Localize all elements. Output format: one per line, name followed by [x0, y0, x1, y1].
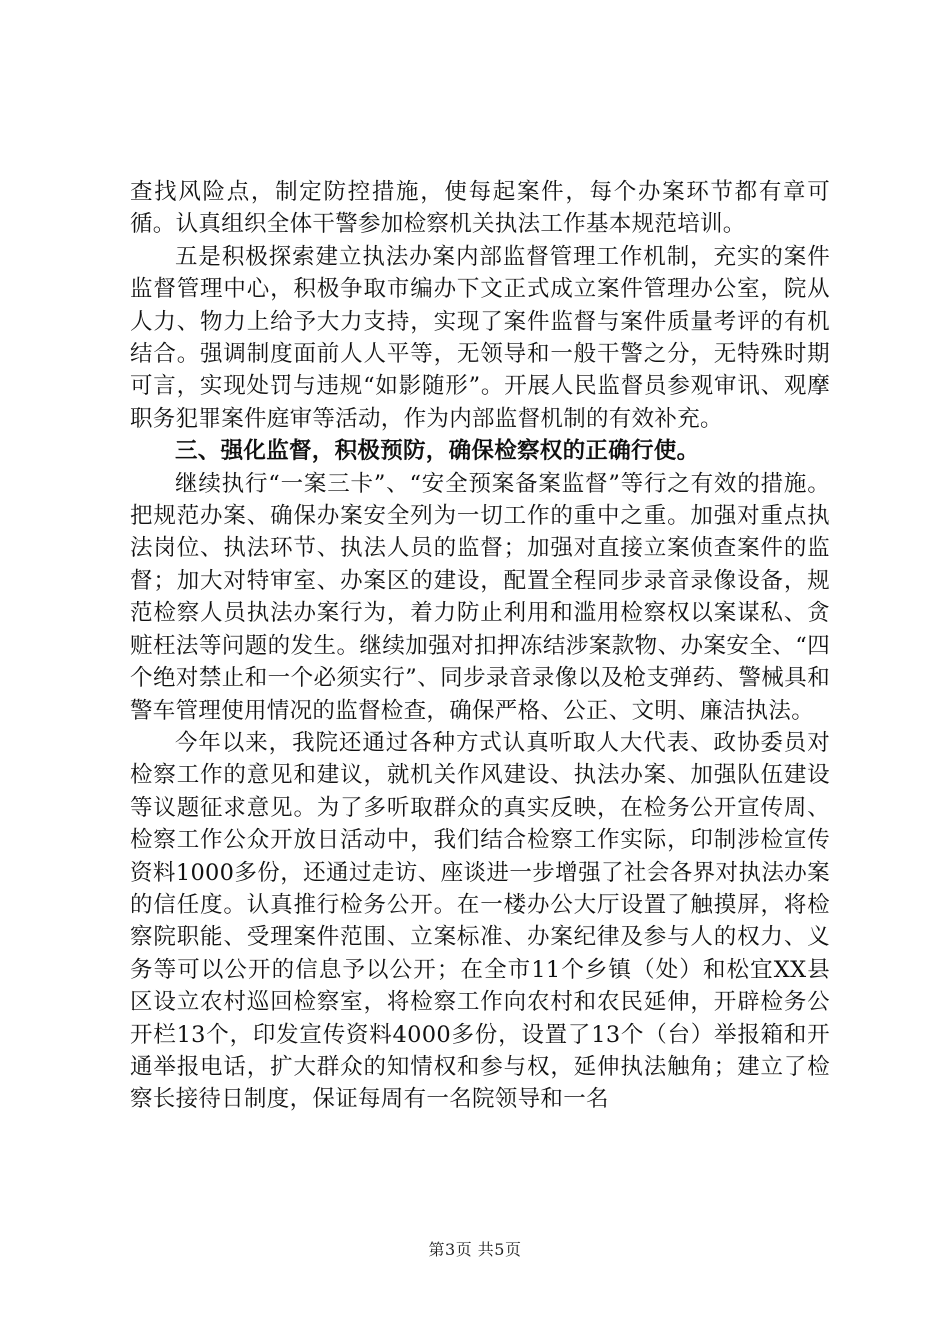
section-heading: 三、强化监督，积极预防，确保检察权的正确行使。 — [175, 438, 700, 465]
paragraph-public-opinion: 今年以来，我院还通过各种方式认真听取人大代表、政协委员对检察工作的意见和建议，就机关作风建设、执法办案、加强队伍建设等议题征求意见。为了多听取群众的真实反映，在检务公开宣传周、检察工作公众开放日活动中，我们结合检察工作实际，印制涉检宣传资料1000多份，还通过走访、座谈进一步增强了社会各界对执法办案的信任度。认真推行检务公开。在一楼办公大厅设置了触摸屏，将检察院职能、受理案件范围、立案标准、办案纪律及参与人的权力、义务等可以公开的信息予以公开；在全市11个乡镇（处）和松宜XX县区设立农村巡回检察室，将检察工作向农村和农民延伸，开辟检务公开栏13个，印发宣传资料4000多份，设置了13个（台）举报箱和开通举报电话，扩大群众的知情权和参与权，延伸执法触角；建立了检察长接待日制度，保证每周有一名院领导和一名 — [130, 729, 830, 1113]
document-body — [130, 176, 830, 1116]
paragraph-case-safety: 继续执行“一案三卡”、“安全预案备案监督”等行之有效的措施。把规范办案、确保办案安全列为一切工作的重中之重。加强对重点执法岗位、执法环节、执法人员的监督；加强对直接立案侦查案件的监督；加大对特审室、办案区的建设，配置全程同步录音录像设备，规范检察人员执法办案行为，着力防止利用和滥用检察权以案谋私、贪赃枉法等问题的发生。继续加强对扣押冻结涉案款物、办案安全、“四个绝对禁止和一个必须实行”、同步录音录像以及枪支弹药、警械具和警车管理使用情况的监督检查，确保严格、公正、文明、廉洁执法。 — [130, 470, 830, 724]
paragraph-internal-supervision: 五是积极探索建立执法办案内部监督管理工作机制，充实的案件监督管理中心，积极争取市编办下文正式成立案件管理办公室，院从人力、物力上给予大力支持，实现了案件监督与案件质量考评的有机结合。强调制度面前人人平等，无领导和一般干警之分，无特殊时期可言，实现处罚与违规“如影随形”。开展人民监督员参观审讯、观摩职务犯罪案件庭审等活动，作为内部监督机制的有效补充。 — [130, 243, 830, 432]
paragraph-continuation: 查找风险点，制定防控措施，使每起案件，每个办案环节都有章可循。认真组织全体干警参加检察机关执法工作基本规范培训。 — [130, 179, 830, 238]
page-number-footer: 第3页 共5页 — [428, 1240, 522, 1259]
